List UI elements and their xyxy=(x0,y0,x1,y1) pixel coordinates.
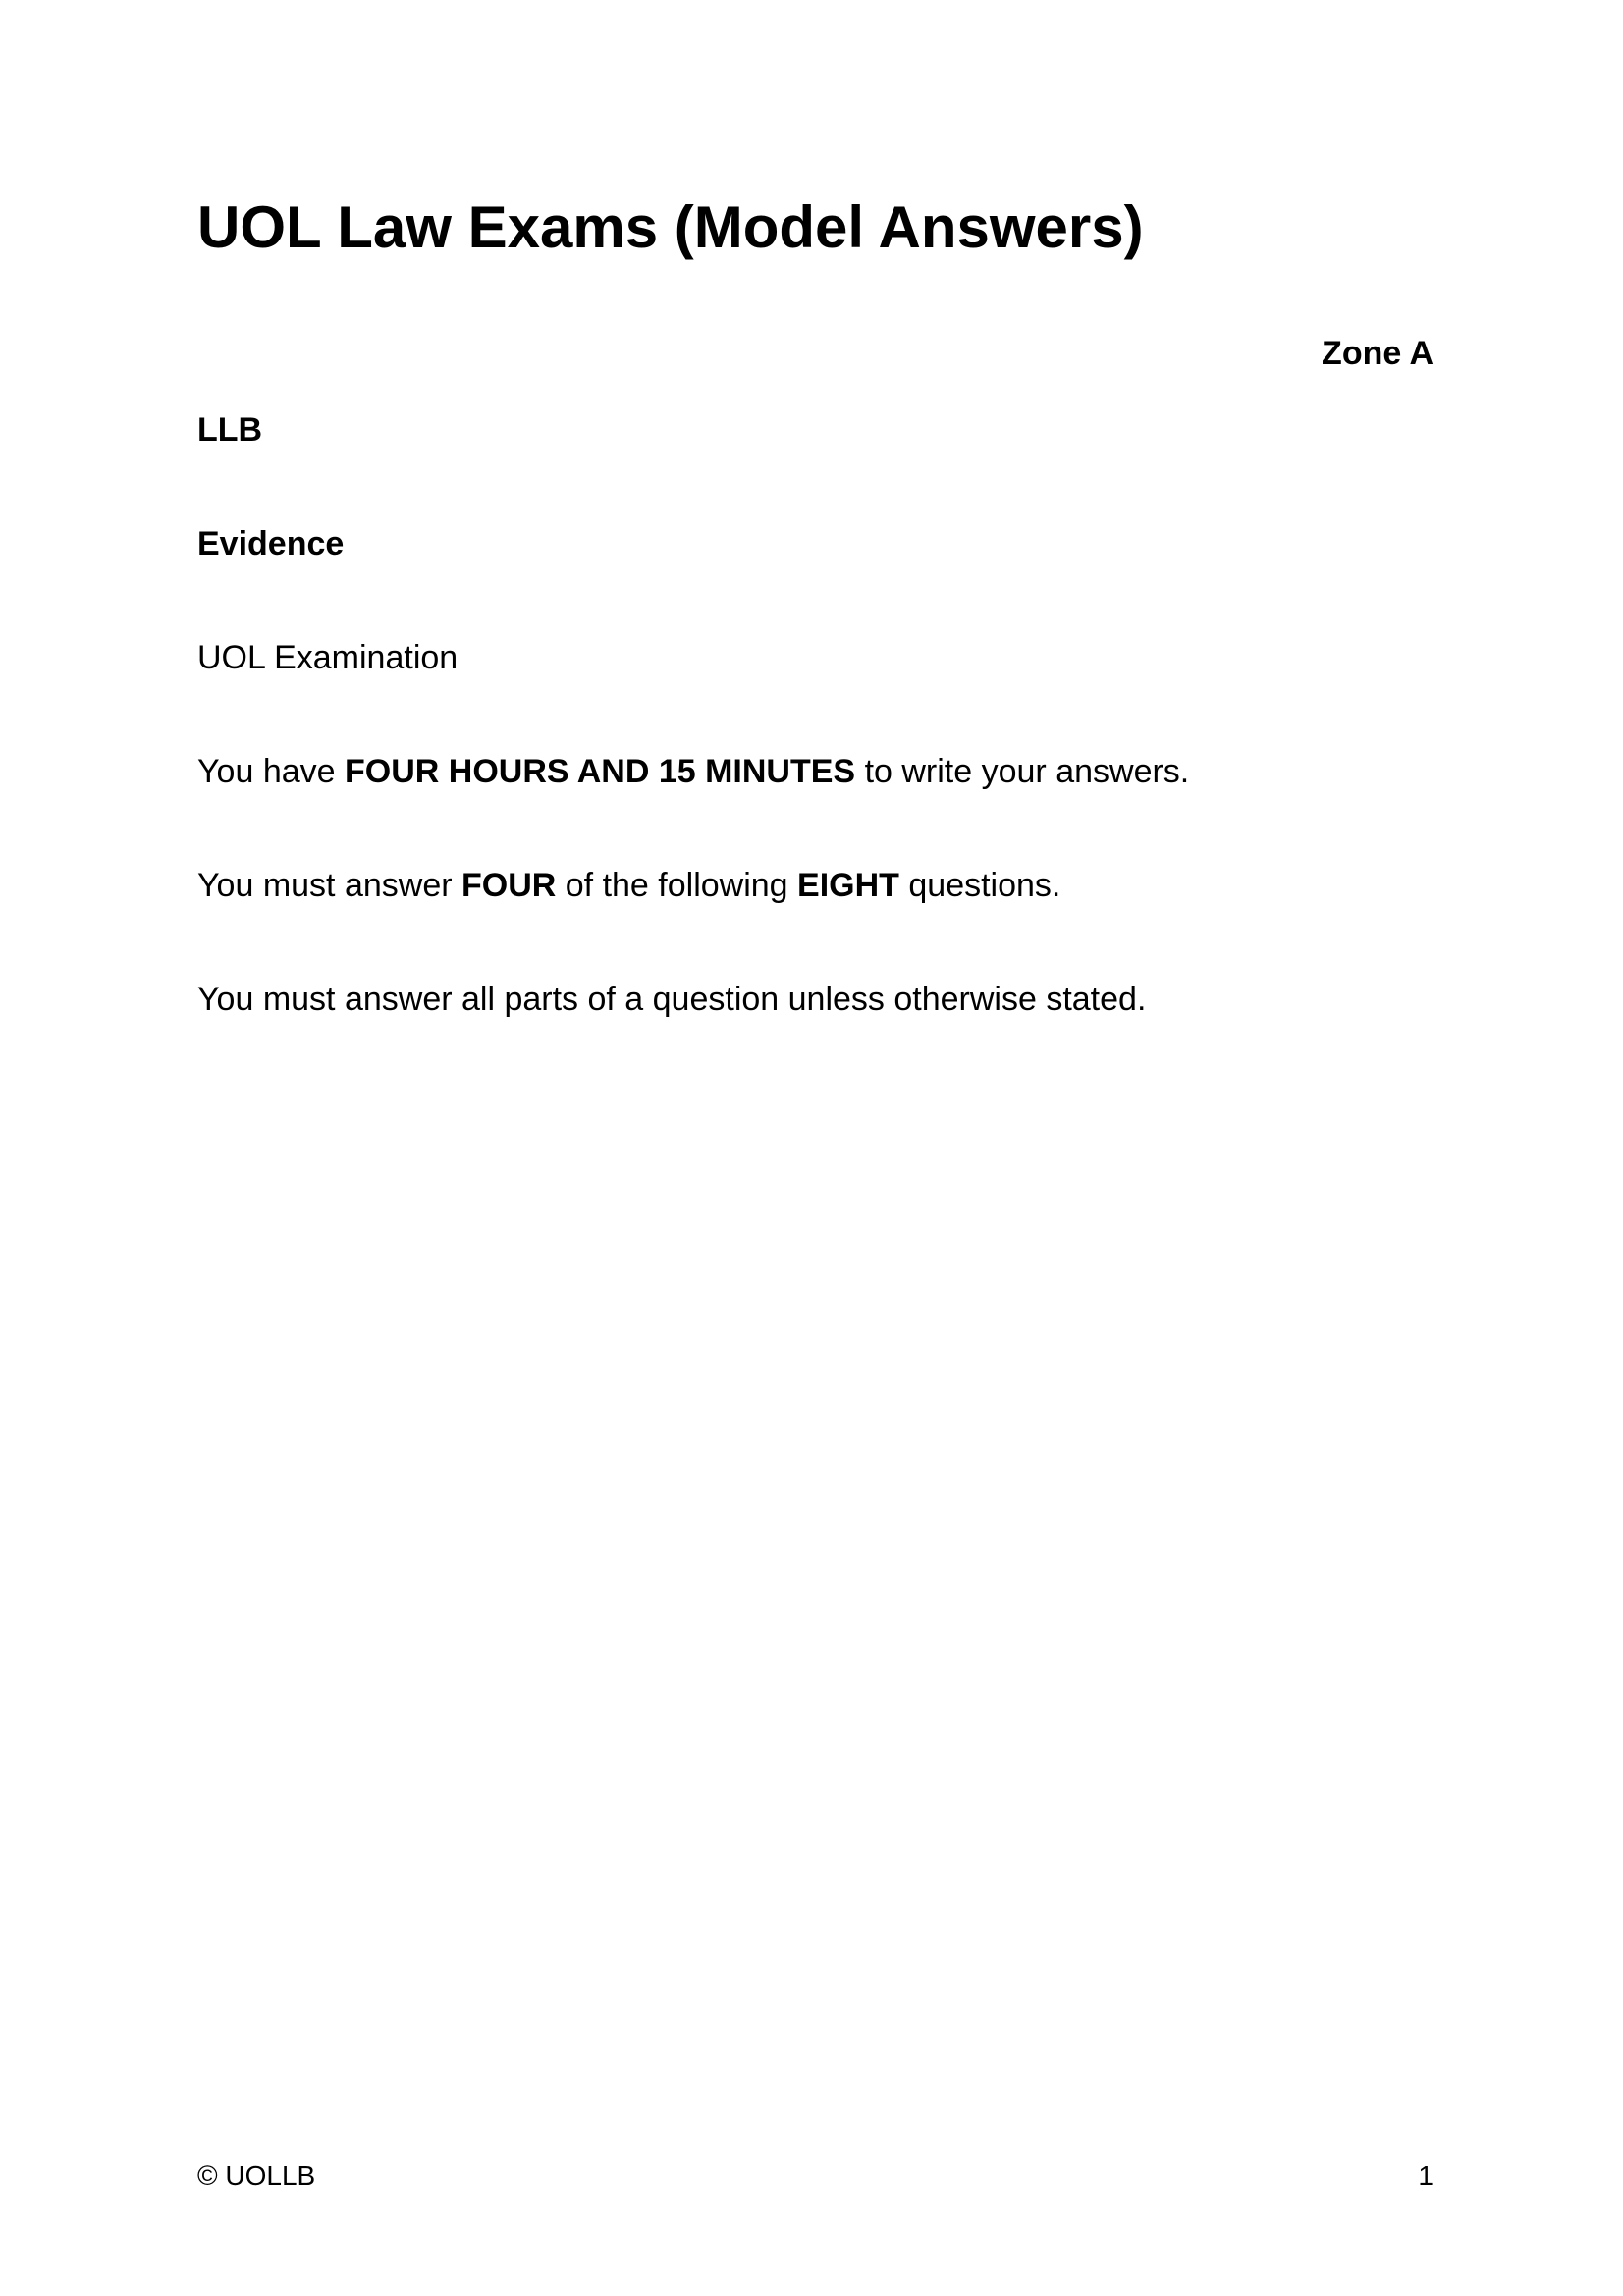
time-instruction xyxy=(197,752,1189,791)
zone-label: Zone A xyxy=(1322,335,1434,372)
parts-instruction: You must answer all parts of a question unless otherwise stated. xyxy=(197,981,1147,1018)
count-instruction xyxy=(197,866,1060,905)
count-instruction-emphasis-eight: EIGHT xyxy=(797,867,899,904)
footer-copyright: © UOLLB xyxy=(197,2161,316,2191)
footer-page-number: 1 xyxy=(1418,2161,1434,2191)
time-instruction-after: to write your answers. xyxy=(855,753,1190,790)
time-instruction-emphasis: FOUR HOURS AND 15 MINUTES xyxy=(345,753,856,790)
subject-label: Evidence xyxy=(197,525,345,562)
exam-label: UOL Examination xyxy=(197,639,459,676)
count-instruction-after: questions. xyxy=(898,867,1061,904)
count-instruction-middle: of the following xyxy=(556,867,798,904)
count-instruction-before: You must answer xyxy=(197,867,461,904)
count-instruction-emphasis-four: FOUR xyxy=(461,867,557,904)
time-instruction-before: You have xyxy=(197,753,345,790)
document-title: UOL Law Exams (Model Answers) xyxy=(197,194,1144,260)
degree-label: LLB xyxy=(197,411,263,449)
